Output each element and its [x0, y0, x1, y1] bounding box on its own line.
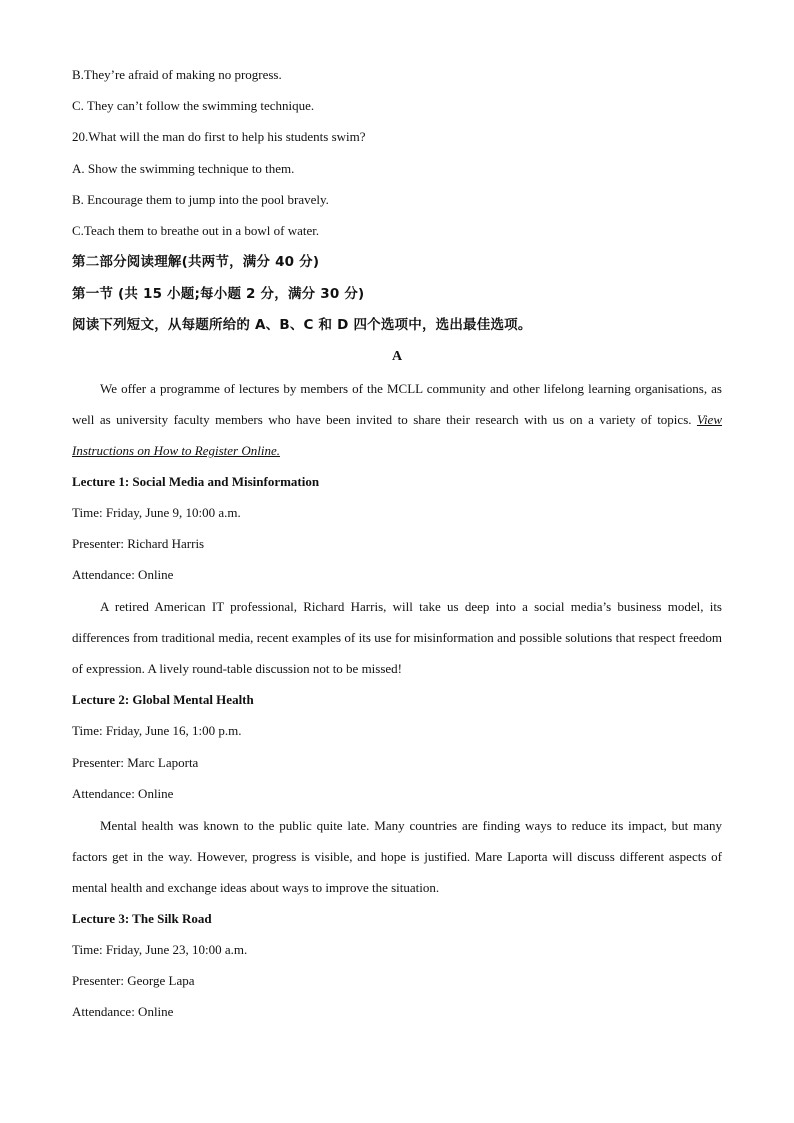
lecture-2-time: Time: Friday, June 16, 1:00 p.m.	[72, 723, 242, 738]
lecture-1-presenter: Presenter: Richard Harris	[72, 536, 205, 551]
intro-paragraph	[72, 373, 722, 467]
part-title: 第二部分阅读理解(共两节，满分 40 分)	[72, 254, 320, 270]
lecture-3-title: Lecture 3: The Silk Road	[72, 911, 212, 926]
lecture-1-attendance: Attendance: Online	[72, 567, 174, 582]
lecture-1-time: Time: Friday, June 9, 10:00 a.m.	[72, 505, 241, 520]
q20-question: 20.What will the man do first to help his students swim?	[72, 129, 366, 144]
lecture-2-description: Mental health was known to the public quite late. Many countries are finding ways to reduce its impact, but many factors get in the way. However, progress is visible, and hope is justified. Mare Laporta will discuss different aspects of mental health and exchange ideas about ways to improve the situation.	[72, 818, 722, 896]
q19-option-c: C. They can’t follow the swimming technique.	[72, 98, 315, 113]
reading-instruction: 阅读下列短文，从每题所给的 A、B、C 和 D 四个选项中，选出最佳选项。	[72, 317, 532, 333]
subsection-title: 第一节 (共 15 小题;每小题 2 分，满分 30 分)	[72, 286, 365, 302]
register-instructions-link[interactable]: View Instructions on How to Register Online.	[72, 412, 722, 459]
lecture-1-description: A retired American IT professional, Richard Harris, will take us deep into a social media’s business model, its differences from traditional media, recent examples of its use for misinformation and possible solutions that respect freedom of expression. A lively round-table discussion not to be missed!	[72, 599, 722, 677]
lecture-2-presenter: Presenter: Marc Laporta	[72, 755, 199, 770]
lecture-1-title: Lecture 1: Social Media and Misinformation	[72, 474, 320, 489]
q20-option-c: C.Teach them to breathe out in a bowl of water.	[72, 223, 320, 238]
lecture-3-attendance: Attendance: Online	[72, 1004, 174, 1019]
q19-option-b: B.They’re afraid of making no progress.	[72, 67, 282, 82]
intro-text: We offer a programme of lectures by members of the MCLL community and other lifelong learning organisations, as well as university faculty members who have been invited to share their research with us on a variety of topics.	[72, 381, 722, 428]
lecture-3-time: Time: Friday, June 23, 10:00 a.m.	[72, 942, 248, 957]
q20-option-b: B. Encourage them to jump into the pool bravely.	[72, 192, 329, 207]
lecture-2-title: Lecture 2: Global Mental Health	[72, 692, 254, 707]
q20-option-a: A. Show the swimming technique to them.	[72, 161, 295, 176]
passage-letter: A	[391, 349, 403, 364]
lecture-2-attendance: Attendance: Online	[72, 786, 174, 801]
lecture-3-presenter: Presenter: George Lapa	[72, 973, 195, 988]
